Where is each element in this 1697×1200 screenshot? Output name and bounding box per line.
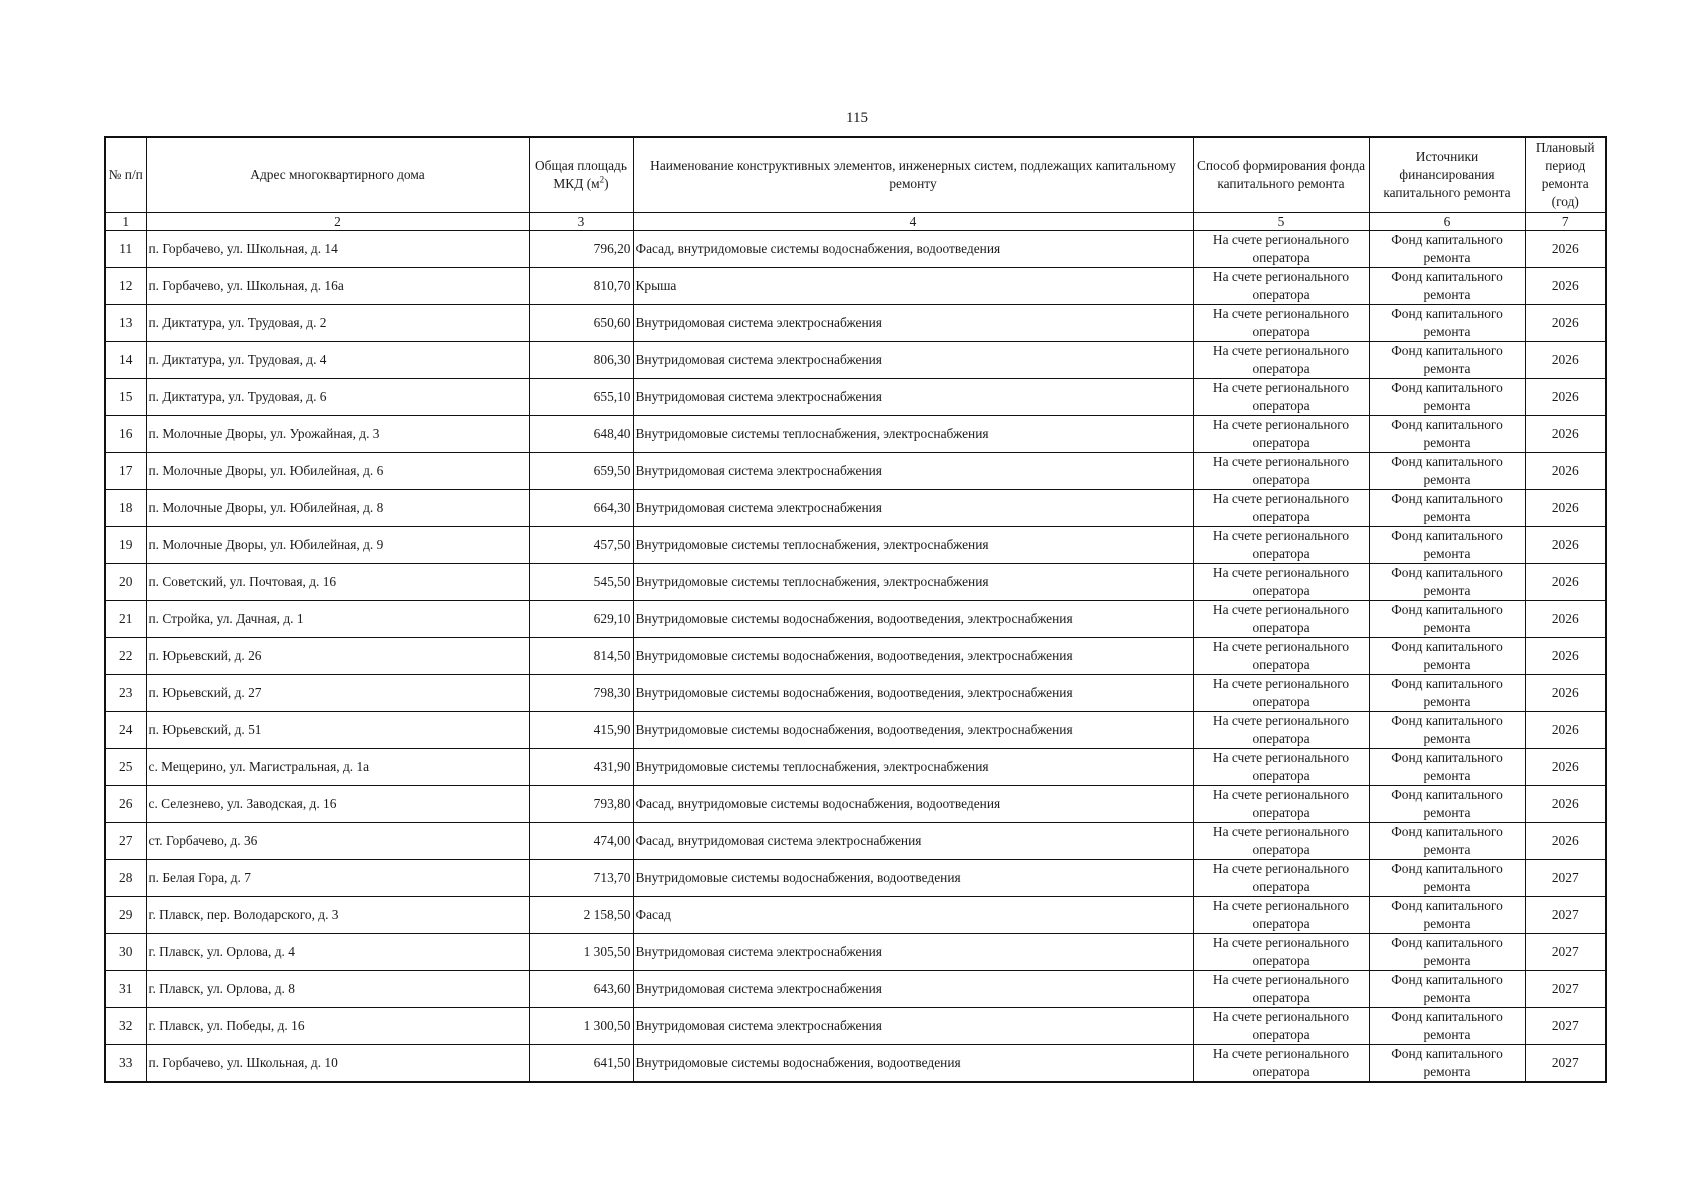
header-year: Плановый период ремонта (год) (1525, 137, 1606, 213)
header-address: Адрес многоквартирного дома (146, 137, 529, 213)
row-funding-source: Фонд капитального ремонта (1369, 786, 1525, 823)
row-area: 643,60 (529, 971, 633, 1008)
row-funding-method: На счете регионального оператора (1193, 601, 1369, 638)
header-area-text: Общая площадь МКД (м (535, 158, 627, 191)
row-area: 814,50 (529, 638, 633, 675)
row-area: 650,60 (529, 305, 633, 342)
capital-repair-table (104, 136, 1607, 1083)
row-address: п. Диктатура, ул. Трудовая, д. 4 (146, 342, 529, 379)
row-funding-source: Фонд капитального ремонта (1369, 527, 1525, 564)
column-number: 1 (105, 213, 146, 231)
row-funding-method: На счете регионального оператора (1193, 342, 1369, 379)
row-funding-source: Фонд капитального ремонта (1369, 490, 1525, 527)
row-address: п. Диктатура, ул. Трудовая, д. 6 (146, 379, 529, 416)
row-year: 2027 (1525, 971, 1606, 1008)
row-number: 33 (105, 1045, 146, 1083)
row-funding-method: На счете регионального оператора (1193, 268, 1369, 305)
row-year: 2026 (1525, 712, 1606, 749)
row-address: г. Плавск, пер. Володарского, д. 3 (146, 897, 529, 934)
row-funding-method: На счете регионального оператора (1193, 897, 1369, 934)
row-elements: Фасад (633, 897, 1193, 934)
table-row (105, 934, 1606, 971)
row-elements: Внутридомовые системы теплоснабжения, электроснабжения (633, 749, 1193, 786)
row-number: 31 (105, 971, 146, 1008)
row-number: 16 (105, 416, 146, 453)
row-year: 2026 (1525, 564, 1606, 601)
row-funding-source: Фонд капитального ремонта (1369, 601, 1525, 638)
row-year: 2026 (1525, 527, 1606, 564)
row-area: 641,50 (529, 1045, 633, 1083)
row-funding-method: На счете регионального оператора (1193, 786, 1369, 823)
row-funding-method: На счете регионального оператора (1193, 527, 1369, 564)
row-year: 2026 (1525, 749, 1606, 786)
row-year: 2026 (1525, 601, 1606, 638)
row-elements: Внутридомовая система электроснабжения (633, 453, 1193, 490)
row-funding-source: Фонд капитального ремонта (1369, 934, 1525, 971)
row-address: п. Молочные Дворы, ул. Юбилейная, д. 9 (146, 527, 529, 564)
row-funding-method: На счете регионального оператора (1193, 749, 1369, 786)
row-area: 431,90 (529, 749, 633, 786)
row-address: п. Горбачево, ул. Школьная, д. 16а (146, 268, 529, 305)
row-number: 15 (105, 379, 146, 416)
table-header-row (105, 137, 1606, 213)
table-row (105, 231, 1606, 268)
row-year: 2026 (1525, 638, 1606, 675)
row-address: п. Горбачево, ул. Школьная, д. 10 (146, 1045, 529, 1083)
row-number: 19 (105, 527, 146, 564)
table-row (105, 601, 1606, 638)
row-funding-method: На счете регионального оператора (1193, 379, 1369, 416)
row-funding-source: Фонд капитального ремонта (1369, 712, 1525, 749)
row-area: 664,30 (529, 490, 633, 527)
row-year: 2027 (1525, 1008, 1606, 1045)
row-elements: Фасад, внутридомовые системы водоснабжения, водоотведения (633, 786, 1193, 823)
row-number: 29 (105, 897, 146, 934)
row-funding-method: На счете регионального оператора (1193, 934, 1369, 971)
row-elements: Внутридомовая система электроснабжения (633, 971, 1193, 1008)
page-number: 115 (846, 110, 868, 126)
column-number-row (105, 213, 1606, 231)
row-elements: Внутридомовые системы водоснабжения, водоотведения, электроснабжения (633, 601, 1193, 638)
row-address: п. Стройка, ул. Дачная, д. 1 (146, 601, 529, 638)
row-area: 1 305,50 (529, 934, 633, 971)
row-number: 11 (105, 231, 146, 268)
row-elements: Внутридомовая система электроснабжения (633, 379, 1193, 416)
row-area: 629,10 (529, 601, 633, 638)
row-year: 2027 (1525, 897, 1606, 934)
row-funding-source: Фонд капитального ремонта (1369, 379, 1525, 416)
table-row (105, 786, 1606, 823)
row-number: 32 (105, 1008, 146, 1045)
row-number: 27 (105, 823, 146, 860)
row-number: 20 (105, 564, 146, 601)
row-number: 30 (105, 934, 146, 971)
table-row (105, 971, 1606, 1008)
row-address: п. Молочные Дворы, ул. Юбилейная, д. 8 (146, 490, 529, 527)
table-row (105, 342, 1606, 379)
row-area: 648,40 (529, 416, 633, 453)
row-address: п. Юрьевский, д. 27 (146, 675, 529, 712)
row-funding-method: На счете регионального оператора (1193, 1008, 1369, 1045)
table-row (105, 453, 1606, 490)
table-row (105, 860, 1606, 897)
row-area: 655,10 (529, 379, 633, 416)
header-source: Источники финансирования капитального ремонта (1369, 137, 1525, 213)
row-funding-source: Фонд капитального ремонта (1369, 342, 1525, 379)
table-row (105, 897, 1606, 934)
column-number: 6 (1369, 213, 1525, 231)
table-row (105, 527, 1606, 564)
row-year: 2026 (1525, 231, 1606, 268)
row-elements: Фасад, внутридомовые системы водоснабжения, водоотведения (633, 231, 1193, 268)
table-row (105, 1008, 1606, 1045)
table-row (105, 675, 1606, 712)
row-funding-method: На счете регионального оператора (1193, 231, 1369, 268)
row-address: п. Молочные Дворы, ул. Юбилейная, д. 6 (146, 453, 529, 490)
row-number: 18 (105, 490, 146, 527)
row-funding-method: На счете регионального оператора (1193, 305, 1369, 342)
row-funding-method: На счете регионального оператора (1193, 860, 1369, 897)
row-funding-source: Фонд капитального ремонта (1369, 1045, 1525, 1083)
row-funding-source: Фонд капитального ремонта (1369, 971, 1525, 1008)
row-year: 2026 (1525, 342, 1606, 379)
row-elements: Внутридомовая система электроснабжения (633, 934, 1193, 971)
row-address: п. Советский, ул. Почтовая, д. 16 (146, 564, 529, 601)
row-funding-method: На счете регионального оператора (1193, 490, 1369, 527)
row-year: 2026 (1525, 786, 1606, 823)
row-elements: Внутридомовые системы водоснабжения, водоотведения, электроснабжения (633, 675, 1193, 712)
row-number: 12 (105, 268, 146, 305)
row-elements: Внутридомовые системы водоснабжения, водоотведения (633, 860, 1193, 897)
header-elements: Наименование конструктивных элементов, инженерных систем, подлежащих капитальному ремонту (633, 137, 1193, 213)
row-number: 25 (105, 749, 146, 786)
table-row (105, 1045, 1606, 1083)
row-funding-method: На счете регионального оператора (1193, 564, 1369, 601)
row-address: с. Селезнево, ул. Заводская, д. 16 (146, 786, 529, 823)
column-number: 5 (1193, 213, 1369, 231)
row-year: 2027 (1525, 1045, 1606, 1083)
row-area: 545,50 (529, 564, 633, 601)
row-number: 23 (105, 675, 146, 712)
row-elements: Внутридомовые системы теплоснабжения, электроснабжения (633, 527, 1193, 564)
row-area: 457,50 (529, 527, 633, 564)
row-area: 415,90 (529, 712, 633, 749)
row-area: 2 158,50 (529, 897, 633, 934)
row-year: 2026 (1525, 823, 1606, 860)
row-funding-source: Фонд капитального ремонта (1369, 564, 1525, 601)
row-address: г. Плавск, ул. Орлова, д. 4 (146, 934, 529, 971)
header-method: Способ формирования фонда капитального ремонта (1193, 137, 1369, 213)
row-address: п. Юрьевский, д. 26 (146, 638, 529, 675)
row-address: г. Плавск, ул. Победы, д. 16 (146, 1008, 529, 1045)
row-funding-method: На счете регионального оператора (1193, 416, 1369, 453)
row-year: 2026 (1525, 675, 1606, 712)
row-area: 810,70 (529, 268, 633, 305)
row-elements: Внутридомовые системы теплоснабжения, электроснабжения (633, 564, 1193, 601)
row-year: 2026 (1525, 268, 1606, 305)
row-address: п. Молочные Дворы, ул. Урожайная, д. 3 (146, 416, 529, 453)
row-year: 2027 (1525, 934, 1606, 971)
table-row (105, 638, 1606, 675)
row-elements: Внутридомовая система электроснабжения (633, 1008, 1193, 1045)
row-number: 21 (105, 601, 146, 638)
row-area: 659,50 (529, 453, 633, 490)
row-address: п. Горбачево, ул. Школьная, д. 14 (146, 231, 529, 268)
row-address: с. Мещерино, ул. Магистральная, д. 1а (146, 749, 529, 786)
table-row (105, 490, 1606, 527)
row-elements: Внутридомовые системы теплоснабжения, электроснабжения (633, 416, 1193, 453)
row-elements: Внутридомовые системы водоснабжения, водоотведения, электроснабжения (633, 638, 1193, 675)
row-number: 28 (105, 860, 146, 897)
row-funding-method: На счете регионального оператора (1193, 638, 1369, 675)
header-area-sup: 2 (599, 174, 605, 185)
row-elements: Внутридомовая система электроснабжения (633, 490, 1193, 527)
row-funding-source: Фонд капитального ремонта (1369, 453, 1525, 490)
column-number: 2 (146, 213, 529, 231)
header-num: № п/п (105, 137, 146, 213)
row-funding-method: На счете регионального оператора (1193, 675, 1369, 712)
row-area: 474,00 (529, 823, 633, 860)
table-row (105, 379, 1606, 416)
row-year: 2026 (1525, 490, 1606, 527)
table-body (105, 231, 1606, 1083)
row-elements: Внутридомовые системы водоснабжения, водоотведения (633, 1045, 1193, 1083)
row-area: 796,20 (529, 231, 633, 268)
table-row (105, 564, 1606, 601)
row-funding-source: Фонд капитального ремонта (1369, 638, 1525, 675)
row-funding-method: На счете регионального оператора (1193, 823, 1369, 860)
row-address: ст. Горбачево, д. 36 (146, 823, 529, 860)
table-row (105, 823, 1606, 860)
row-elements: Фасад, внутридомовая система электроснабжения (633, 823, 1193, 860)
row-address: п. Белая Гора, д. 7 (146, 860, 529, 897)
row-year: 2026 (1525, 453, 1606, 490)
row-funding-source: Фонд капитального ремонта (1369, 897, 1525, 934)
row-funding-source: Фонд капитального ремонта (1369, 231, 1525, 268)
row-funding-source: Фонд капитального ремонта (1369, 749, 1525, 786)
row-elements: Внутридомовая система электроснабжения (633, 342, 1193, 379)
row-area: 806,30 (529, 342, 633, 379)
row-year: 2027 (1525, 860, 1606, 897)
row-number: 26 (105, 786, 146, 823)
row-elements: Крыша (633, 268, 1193, 305)
row-number: 24 (105, 712, 146, 749)
row-address: п. Диктатура, ул. Трудовая, д. 2 (146, 305, 529, 342)
row-funding-method: На счете регионального оператора (1193, 971, 1369, 1008)
row-funding-source: Фонд капитального ремонта (1369, 860, 1525, 897)
row-number: 13 (105, 305, 146, 342)
table-row (105, 305, 1606, 342)
table-row (105, 712, 1606, 749)
row-funding-source: Фонд капитального ремонта (1369, 305, 1525, 342)
row-year: 2026 (1525, 379, 1606, 416)
row-funding-method: На счете регионального оператора (1193, 712, 1369, 749)
header-area (529, 137, 633, 213)
row-area: 713,70 (529, 860, 633, 897)
row-number: 17 (105, 453, 146, 490)
column-number: 7 (1525, 213, 1606, 231)
row-elements: Внутридомовые системы водоснабжения, водоотведения, электроснабжения (633, 712, 1193, 749)
row-year: 2026 (1525, 305, 1606, 342)
table-row (105, 268, 1606, 305)
column-number: 4 (633, 213, 1193, 231)
row-funding-source: Фонд капитального ремонта (1369, 823, 1525, 860)
table-row (105, 416, 1606, 453)
row-address: п. Юрьевский, д. 51 (146, 712, 529, 749)
row-year: 2026 (1525, 416, 1606, 453)
row-area: 798,30 (529, 675, 633, 712)
row-funding-source: Фонд капитального ремонта (1369, 268, 1525, 305)
row-area: 793,80 (529, 786, 633, 823)
header-area-close: ) (604, 176, 609, 191)
row-area: 1 300,50 (529, 1008, 633, 1045)
row-funding-source: Фонд капитального ремонта (1369, 416, 1525, 453)
row-address: г. Плавск, ул. Орлова, д. 8 (146, 971, 529, 1008)
table-row (105, 749, 1606, 786)
row-number: 14 (105, 342, 146, 379)
row-elements: Внутридомовая система электроснабжения (633, 305, 1193, 342)
column-number: 3 (529, 213, 633, 231)
row-funding-source: Фонд капитального ремонта (1369, 675, 1525, 712)
row-funding-method: На счете регионального оператора (1193, 453, 1369, 490)
row-funding-method: На счете регионального оператора (1193, 1045, 1369, 1083)
row-funding-source: Фонд капитального ремонта (1369, 1008, 1525, 1045)
row-number: 22 (105, 638, 146, 675)
